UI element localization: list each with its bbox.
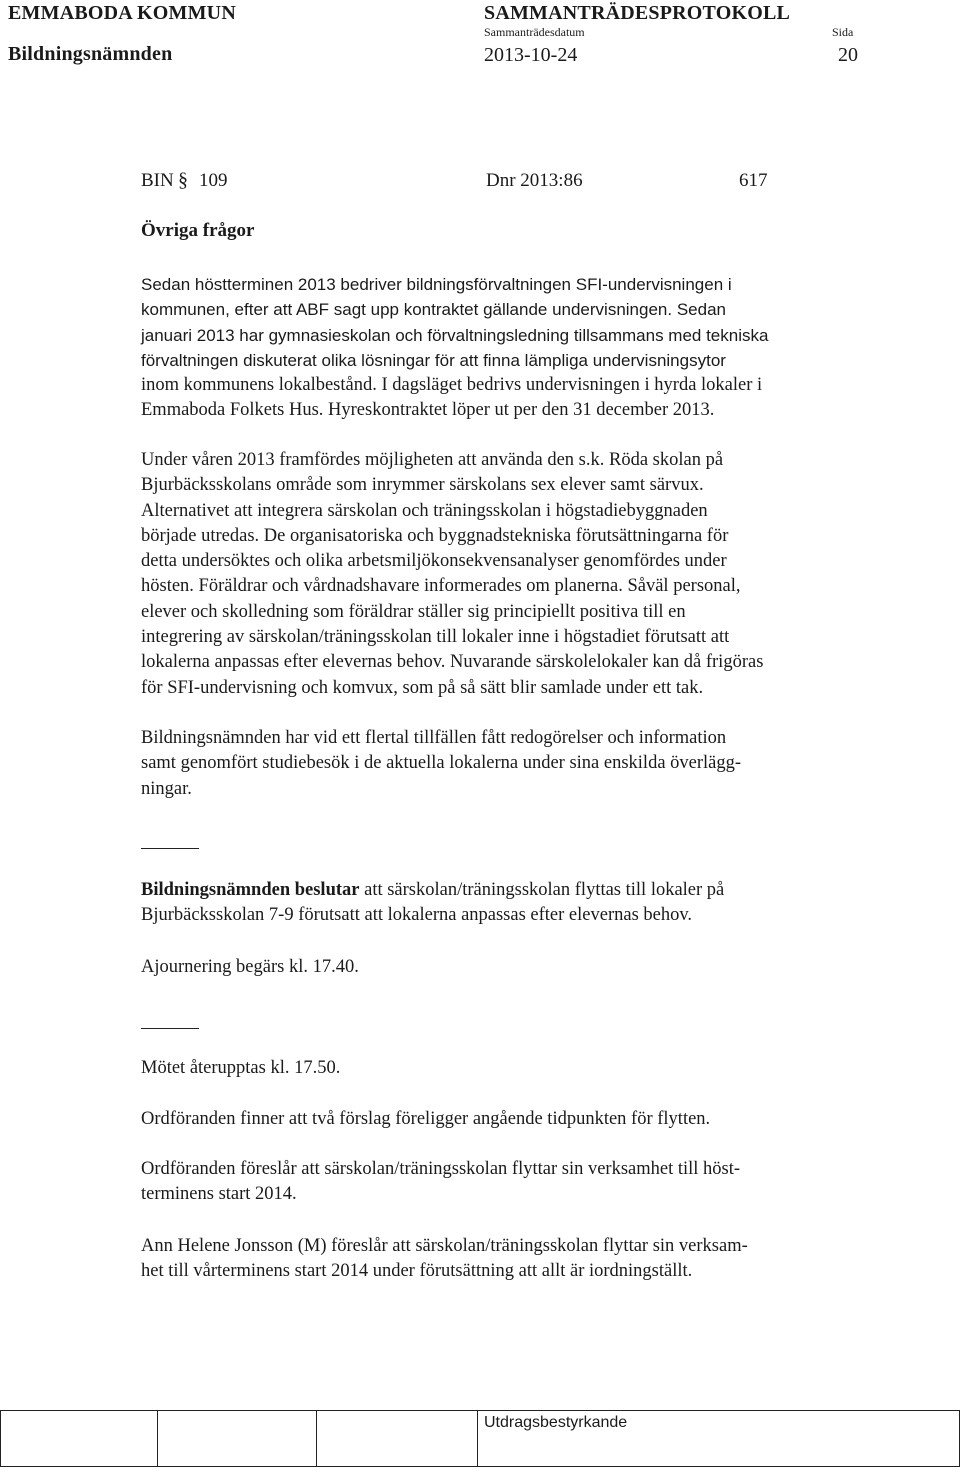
document-type: SAMMANTRÄDESPROTOKOLL — [484, 2, 791, 24]
date-label: Sammanträdesdatum — [484, 25, 585, 39]
section-label: BIN — [141, 170, 174, 191]
org-name: EMMABODA KOMMUN — [8, 2, 236, 24]
text-line: för SFI-undervisning och komvux, som på så sätt blir samlade under ett tak. — [141, 677, 704, 698]
section-number: 109 — [199, 170, 228, 191]
case-code: 617 — [739, 170, 768, 191]
text-line: lokalerna anpassas efter elevernas behov. Nuvarande särskolelokaler kan då frigöras — [141, 652, 764, 673]
text-line: ningar. — [141, 778, 192, 799]
section-heading: Övriga frågor — [141, 220, 255, 241]
text-line: januari 2013 har gymnasieskolan och förvaltningsledning tillsammans med tekniska — [141, 325, 769, 345]
text-line: Ordföranden föreslår att särskolan/träningsskolan flyttar sin verksamhet till höst- — [141, 1159, 741, 1179]
text-line: Bildningsnämnden har vid ett flertal tillfällen fått redogörelser och information — [141, 728, 727, 748]
excerpt-certification-label: Utdragsbestyrkande — [484, 1414, 628, 1431]
text-line: Ann Helene Jonsson (M) föreslår att särskolan/träningsskolan flyttar sin verksam- — [141, 1236, 748, 1256]
paragraph-ahj-proposal — [141, 1234, 748, 1285]
signature-box — [316, 1410, 478, 1467]
paragraph-spring-2013 — [141, 448, 763, 701]
paragraph-resumed — [141, 1056, 340, 1081]
reference-row — [0, 170, 960, 194]
text-line: samt genomfört studiebesök i de aktuella lokalerna under sina enskilda överlägg- — [141, 753, 742, 774]
text-line: Under våren 2013 framfördes möjligheten att använda den s.k. Röda skolan på — [141, 450, 724, 470]
text-line: Emmaboda Folkets Hus. Hyreskontraktet löper ut per den 31 december 2013. — [141, 400, 715, 421]
text-line: kommunen, efter att ABF sagt upp kontraktet gällande undervisningen. Sedan — [141, 300, 726, 320]
signature-box — [0, 1410, 158, 1467]
text-line: Mötet återupptas kl. 17.50. — [141, 1058, 341, 1078]
text-line: började utredas. De organisatoriska och byggnadstekniska förutsättningarna för — [141, 525, 729, 546]
text-line: het till vårterminens start 2014 under förutsättning att allt är iordningställt. — [141, 1261, 693, 1282]
paragraph-chair-finding — [141, 1107, 710, 1132]
page-label: Sida — [832, 25, 854, 39]
dnr: Dnr 2013:86 — [486, 170, 583, 191]
paragraph-adjournment — [141, 955, 359, 980]
paragraph-information — [141, 726, 741, 802]
text-line: integrering av särskolan/träningsskolan till lokaler inne i högstadiet förutsatt att — [141, 627, 730, 648]
text-line: Sedan höstterminen 2013 bedriver bildningsförvaltningen SFI-undervisningen i — [141, 275, 732, 294]
section-symbol: § — [178, 169, 188, 191]
paragraph-chair-proposal — [141, 1157, 740, 1208]
separator-line — [141, 1028, 199, 1029]
text-line: Ajournering begärs kl. 17.40. — [141, 957, 359, 977]
paragraph-background — [141, 272, 768, 424]
signature-box — [157, 1410, 317, 1467]
text-line: elever och skolledning som föräldrar ställer sig principiellt positiva till en — [141, 601, 686, 622]
text-line: hösten. Föräldrar och vårdnadshavare informerades om planerna. Såväl personal, — [141, 576, 741, 597]
text-line: Alternativet att integrera särskolan och träningsskolan i högstadiebyggnaden — [141, 500, 708, 521]
page-number: 20 — [838, 44, 858, 66]
text-line: Ordföranden finner att två förslag föreligger angående tidpunkten för flytten. — [141, 1109, 711, 1129]
text-line: Bjurbäcksskolans område som inrymmer särskolans sex elever samt särvux. — [141, 475, 704, 496]
meeting-date: 2013-10-24 — [484, 44, 578, 66]
text-line: förvaltningen diskuterat olika lösningar för att finna lämpliga undervisningsytor — [141, 350, 726, 370]
text-line: detta undersöktes och olika arbetsmiljökonsekvensanalyser genomfördes under — [141, 551, 727, 572]
paragraph-decision — [141, 878, 724, 929]
text-line: terminens start 2014. — [141, 1184, 297, 1205]
decision-text: att särskolan/träningsskolan flyttas till lokaler på — [359, 880, 725, 900]
committee-name: Bildningsnämnden — [8, 43, 173, 65]
decision-label: Bildningsnämnden beslutar — [141, 880, 360, 900]
text-line: Bjurbäcksskolan 7-9 förutsatt att lokalerna anpassas efter elevernas behov. — [141, 905, 693, 926]
separator-line — [141, 848, 199, 849]
text-line: inom kommunens lokalbestånd. I dagsläget bedrivs undervisningen i hyrda lokaler i — [141, 375, 763, 396]
